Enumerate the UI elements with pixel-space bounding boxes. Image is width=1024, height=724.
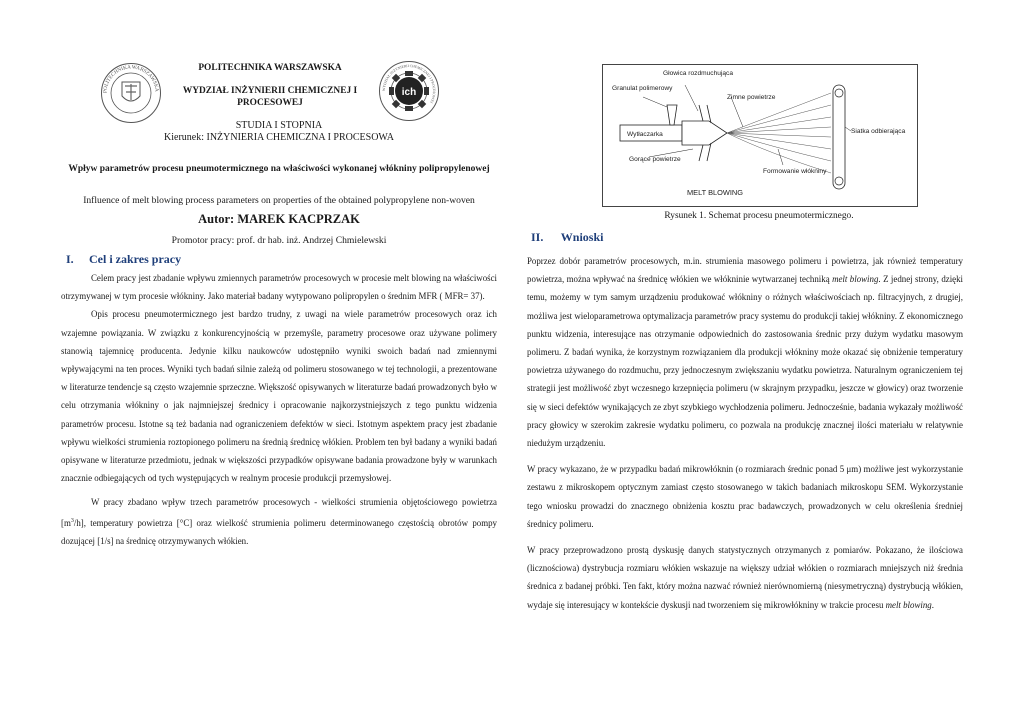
label-zimne: Zimne powietrze [727, 94, 776, 101]
section-1-paragraph-2: Opis procesu pneumotermicznego jest bardzo trudny, z uwagi na wiele parametrów procesowych oraz ich wzajemne powiązania. W związku z konkurencyjnością w przemyśle, parametry procesowe oraz używane polimery stanowią tajemnicę producenta. Jedynie kilku naukowców udostępniło wyniki swoich badań nad zmiennymi wpływającymi na ten proces. Wyniki tych badań silnie zależą od polimeru stosowanego w tej technologii, a prezentowane w literaturze tendencje są często wzajemnie sprzeczne. Większość opisywanych w literaturze badań prowadzonych było w celu otrzymania włókniny o jak najmniejszej średnicy i opracowanie najkorzystniejszych z tego punktu widzenia parametrów procesu. Istotne są też badania nad ograniczeniem defektów w sieci. Istotnym aspektem pracy jest zbadanie wpływu wielkości strumienia roztopionego polimeru na średnią średnicę włókien. Problem ten był badany a wyniki badań opisywane w literaturze przedmiotu, jednak w większości przypadków opisywane badania prowadzone były w warunkach znacznie odbiegających od tych występujących w realnym procesie produkcji przemysłowej. [61, 309, 497, 484]
section-2-number: II. [531, 230, 544, 244]
label-glowica: Głowica rozdmuchująca [663, 70, 733, 77]
svg-text:WYDZIAŁ INŻYNIERII CHEMICZNEJ: WYDZIAŁ INŻYNIERII CHEMICZNEJ I PROCESOWEJ [381, 63, 437, 104]
svg-text:ich: ich [401, 87, 417, 98]
title-english: Influence of melt blowing process parameters on properties of the obtained polypropylene non-woven [83, 195, 475, 206]
figure-caption: Rysunek 1. Schemat procesu pneumotermicznego. [664, 211, 854, 221]
section-1-heading [66, 252, 181, 267]
section-2-paragraph-3: W pracy przeprowadzono prostą dyskusję danych statystycznych otrzymanych z pomiarów. Pokazano, że ilościowa (licznościowa) dystrybucja rozmiaru włókien wskazuje na większy udział włókien o rozmiarach mniejszych niż średnia średnica z badanej próbki. Ten fakt, który można nazwać również nierównomierną (niesymetryczną) dystrybucją włókien, wydaje się interesujący w kontekście dyskusji nad tworzeniem się mikrowłókniny w trakcie procesu melt blowing. [527, 545, 963, 610]
label-siatka: Siatka odbierająca [851, 128, 906, 135]
label-formowanie: Formowanie włókniny [763, 168, 827, 175]
label-melt-blowing: MELT BLOWING [687, 188, 743, 197]
title-polish: Wpływ parametrów procesu pneumotermicznego na właściwości wykonanej włókniny polipropylenowej [68, 164, 490, 174]
section-1-paragraph-3: W pracy zbadano wpływ trzech parametrów procesowych - wielkości strumienia objętościowego powietrza $[m^3/h]$, temperatury powietrza [°C] oraz wielkość strumienia polimeru determinowanego częstością obrotów pompy dozującej [1/s] na średnicę otrzymywanych włókien. [61, 497, 497, 546]
label-gorace: Gorące powietrze [629, 156, 681, 163]
faculty-logo [378, 60, 440, 122]
section-1-number: I. [66, 252, 74, 266]
section-2-heading [531, 230, 603, 245]
study-level: STUDIA I STOPNIA [235, 120, 323, 131]
svg-text:POLITECHNIKA WARSZAWSKA: POLITECHNIKA WARSZAWSKA [102, 64, 160, 94]
label-granulat: Granulat polimerowy [612, 85, 673, 92]
university-name: POLITECHNIKA WARSZAWSKA [198, 63, 342, 73]
section-1-paragraph-1: Celem pracy jest zbadanie wpływu zmiennych parametrów procesowych w procesie melt blowing na właściwości otrzymywanej w tym procesie włókniny. Jako materiał badany wytypowano polipropylen o średnim MFR ( MFR= 37). [61, 273, 497, 302]
section-1-body [61, 269, 497, 550]
field-of-study: Kierunek: INŻYNIERIA CHEMICZNA I PROCESOWA [164, 132, 394, 143]
melt-blowing-diagram [602, 64, 918, 207]
promotor: Promotor pracy: prof. dr hab. inż. Andrzej Chmielewski [171, 235, 387, 246]
section-2-paragraph-2: W pracy wykazano, że w przypadku badań mikrowłóknin (o rozmiarach średnic ponad 5 μm) możliwe jest wykorzystanie zestawu z mikroskopem optycznym zamiast często stosowanego w takich badaniach mikroskopu SEM. Wykorzystanie tego wniosku prowadzi do znacznego obniżenia kosztu prac badawczych, prowadzonych w celu określenia średniej średnicy polimeru. [527, 464, 963, 529]
faculty-name: WYDZIAŁ INŻYNIERII CHEMICZNEJ I PROCESOWEJ [182, 86, 358, 108]
label-wytlaczarka: Wytłaczarka [627, 131, 663, 138]
section-2-title: Wnioski [560, 230, 604, 244]
author: Autor: MAREK KACPRZAK [198, 212, 360, 226]
section-2-body [527, 252, 963, 614]
section-2-paragraph-1: Poprzez dobór parametrów procesowych, m.in. strumienia masowego polimeru i powietrza, jak również temperatury powietrza, można wpływać na średnicę włókien we włókninie wytwarzanej techniką melt blowing. Z jednej strony, dzięki temu, możemy w tym samym urządzeniu produkować włókniny o różnych właściwościach np. filtracyjnych, z drugiej, możliwa jest wieloparametrowa optymalizacja parametrów pracy systemu do produkcji takiej włókniny. Z ekonomicznego punktu widzenia, interesujące nas otrzymanie odpowiednich do zastosowania średnic przy dużym wydatku masowym polimeru. Z badań wynika, że korzystnym rozwiązaniem dla produkcji włókniny może okazać się obniżenie temperatury powietrza używanego do rozdmuchu, przy jednoczesnym zwiększaniu wydatku powietrza. Naturalnym ograniczeniem tej strategii jest możliwość zbyt wczesnego krzepnięcia polimeru (w skrajnym przypadku, jeszcze w głowicy) oraz tworzenie się w sieci defektów wynikających ze zbyt szybkiego wychłodzenia polimeru. Jednocześnie, badania wykazały możliwość pracy głowicy w szerokim zakresie wydatku polimeru, co pozwala na produkcję znacznej ilości materiału w relatywnie niedużym urządzeniu. [527, 256, 963, 449]
section-1-title: Cel i zakres pracy [89, 252, 182, 266]
university-logo [100, 62, 162, 124]
